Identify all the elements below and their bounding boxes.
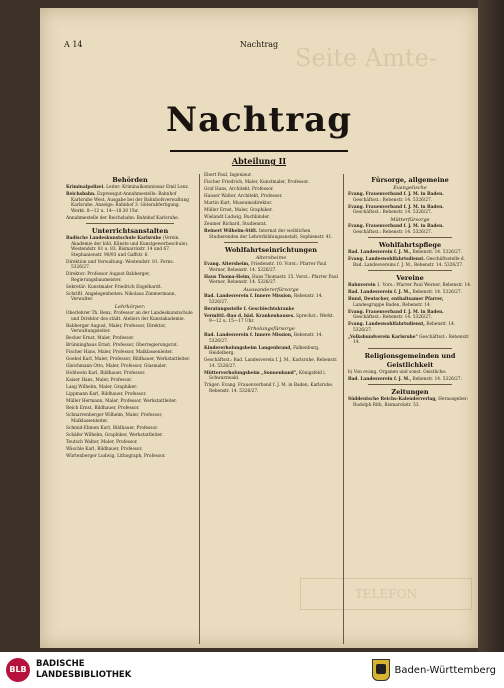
entry: Teutsch Walter, Maler, Professor. (66, 439, 138, 445)
entry (66, 236, 194, 258)
footer-bar (0, 652, 504, 688)
entry: Gleichmann Otto, Maler, Professor, Glasmaler. (66, 364, 167, 369)
entry: Ebert Paul, Ingenieur. (204, 173, 252, 178)
column-2 (204, 173, 338, 396)
entry: Oberlehrer Th. Benz, Professor an der Landeskunstschule und Direktor des städt. Ateliers der Kunstakademie. (66, 311, 193, 322)
entry (348, 397, 472, 408)
column-divider (199, 174, 200, 644)
entry (348, 310, 472, 321)
entry-text: Falkenburg, Heidelberg. (209, 345, 320, 356)
divider (86, 223, 174, 224)
entry: Hauser Walter, Architekt, Professor. (204, 194, 283, 199)
entry-text: Geschäftsst.: Rebenstr. 14. 5326/27. (353, 229, 433, 235)
entry-text: 1. Vors.: Pfarrer Paul Werner, Rebenstr. 14. (377, 283, 472, 288)
entry: Graf Hans, Architekt, Professor. (204, 187, 274, 192)
entry-text: Geschäftsstelle d. Bad. Landesvereins f. J. M., Rebenstr. 14. 5326/27. (353, 257, 465, 268)
entry: Martin Kurt, Museumsdirektor. (204, 201, 273, 206)
library-name-line1: BADISCHE (36, 659, 85, 669)
entry (204, 314, 338, 325)
entry-name: Bahnverein (348, 283, 376, 288)
entry (66, 192, 194, 214)
entry-text: (Verein. Akademie der bild. Künste und Kunstgewerbeschule). Westendstr. 81 u. 83, Bismarckstr. 14 und 67. Stephanienstr. 90/93 und Gaffstr. 6. (71, 236, 189, 258)
entry (348, 335, 472, 346)
section-heading: Behörden (112, 176, 148, 184)
entry-text: Rebenstr. 14. 5326/27. (209, 294, 323, 305)
entry-text: Landesgruppe Baden, Rebenstr. 14. (353, 302, 432, 308)
page-number: A 14 (64, 40, 83, 49)
entry: Beratungsstelle f. Geschlechtskranke (204, 306, 295, 312)
bleed-through-box: TELEFON (300, 578, 472, 610)
entry-text: Friedenstr. 10. Vorst.: Pfarrer Paul Werner, Rebenstr. 14. 5326/27. (209, 262, 327, 273)
section-heading: Zeitungen (391, 388, 429, 396)
entry: Schriftl. Angelegenheiten: Nikolaus Zimmermann, Verwalter. (66, 291, 176, 302)
subsection-heading: Lehrkörper: (114, 304, 146, 310)
entry-name: Reinert Wilhelm-Stift. (204, 229, 258, 234)
divider (368, 384, 452, 385)
entry-name: Haus Thoma-Heim, (204, 274, 251, 280)
subsection-heading: Erholungsfürsorge (247, 326, 295, 332)
entry: Sekretär: Kunstmaler Friedrich Engelhardt. (66, 284, 162, 290)
section-heading: Fürsorge, allgemeine (371, 176, 449, 184)
document-page (40, 8, 478, 648)
entry-name: Süddeutsche Reichs-Kalenderverlag, (348, 397, 437, 402)
entry: Lang Wilhelm, Maler, Graphiker. (66, 385, 138, 390)
section-heading: Religionsgemeinden und Geistlichkeit (364, 351, 456, 369)
entry (348, 290, 472, 296)
entry-text: Geschäftsst.: Rebenstr. 14. (353, 334, 470, 345)
entry-text: Rebenstr. 14. 5326/27. (209, 333, 323, 344)
entry: Becker Ernst, Maler, Professor. (66, 336, 135, 341)
entry (204, 229, 338, 240)
entry-name: Bund, Deutscher, enthaltsamer Pfarrer, (348, 297, 444, 302)
title-rule (170, 150, 348, 152)
entry (348, 250, 472, 256)
divider (368, 237, 452, 238)
book-binding (478, 0, 504, 652)
subsection-heading: Mütterfürsorge (390, 217, 430, 223)
entry-name: Evang. Frauenverband f. J. M. in Baden. (348, 204, 444, 210)
subsection-heading: Altersheime (255, 255, 287, 261)
divider (368, 348, 452, 349)
section-subtitle: Abteilung II (231, 156, 287, 166)
column-1 (66, 173, 194, 461)
entry-text: Leiter: Kriminalkommissar Emil Lenz. (106, 185, 190, 190)
state-name: Baden-Württemberg (394, 664, 496, 676)
section-heading: Unterrichtsanstalten (91, 227, 169, 235)
entry (348, 322, 472, 333)
entry: Zeumer Richard, Studienrat. (204, 222, 267, 227)
entry: Goebel Karl, Maler, Professor, Bildhauer, Werkstattleiter. (66, 357, 191, 362)
entry: Annahmestelle der Reichsbahn: Bahnhof Karlsruhe. (66, 215, 180, 221)
subsection-heading: Auswandererfürsorge (243, 287, 299, 293)
entry-name: Vermittl.-Bau d. bäd. Krankenhauses. (204, 313, 295, 319)
entry: Babberger August, Maler, Professor, Direktor, Verwaltungsleiter. (66, 323, 167, 334)
entry: Müller Hermann, Maler, Professor, Werkstattleiter. (66, 399, 178, 404)
coat-of-arms-icon (372, 659, 390, 681)
column-divider (343, 174, 344, 644)
entry-name: Kindererholungsheim Langenbrand, (204, 345, 292, 351)
entry-text: Rebenstr. 14. 5326/27. (353, 322, 456, 333)
entry (348, 205, 472, 216)
entry-name: Mütterverholungsheim „Sonnenhand", (204, 370, 298, 376)
entry (348, 283, 472, 289)
entry (348, 224, 472, 235)
entry-text: Geschäftsst.: Rebenstr. 14. 5326/27. (353, 210, 433, 215)
entry-name: „Volksbundverein Karlsruhe" (348, 334, 418, 340)
column-3 (348, 173, 472, 410)
section-heading: Wohlfahrtseinrichtungen (225, 246, 317, 254)
entry-name: Bad. Landesverein f. Innere Mission, (204, 294, 293, 299)
section-heading: Wohlfahrtspflege (378, 241, 442, 249)
entry (204, 333, 338, 344)
entry (348, 257, 472, 268)
entry-name: Kriminalpolizei. (66, 185, 105, 190)
entry: Schnarrenberger Wilhelm, Maler, Professor, Malklassenleiter. (66, 413, 163, 424)
entry: Träger: Evang. Frauenverband f. J. M. in Baden, Karlsruhe, Rebenstr. 14. 5326/27. (204, 383, 334, 394)
entry-name: Evang. Landeswohlfahrtsdienst, (348, 322, 425, 327)
entry: Direktor: Professor August Babberger, Regierungsbaumeister. (66, 272, 151, 283)
blb-logo-icon[interactable]: BLB (6, 658, 30, 682)
entry (204, 371, 338, 382)
entry-text: Geschäftsst.: Rebenstr. 14. 5326/27. (353, 197, 433, 203)
divider (368, 270, 452, 271)
entry-text: Herausgeber: Rudolph Rith, Bismarckstr. 53. (353, 397, 469, 408)
entry-text: Internat der weiblichen Studierenden der Lehrerbildungsanstalt, Sophienstr. 41. (209, 229, 333, 240)
entry: Direktion und Verwaltung: Westendstr. 81. Ferns. 5326/27. (66, 259, 174, 270)
entry-name: Evang. Frauenverband f. J. M. in Baden. (348, 192, 444, 197)
entry-text: Rebenstr. 14. 5326/27. (412, 250, 462, 255)
library-name (36, 659, 131, 681)
entry (348, 297, 472, 308)
bleed-through-text: Seite Amte- (295, 44, 437, 72)
entry: Fischer Friedrich, Maler, Kunstmaler, Professor. (204, 180, 309, 185)
subsection-heading: Evangelische (393, 185, 427, 191)
entry-name: Bad. Landesverein f. J. M., (348, 376, 412, 382)
entry: Kaiser Hans, Maler, Professor. (66, 378, 133, 383)
entry-name: Evang. Frauenverband f. J. M. in Baden. (348, 224, 444, 229)
entry: Geschäftsst.: Bad. Landesverein f. J. M., Karlsruhe, Rebenstr. 14. 5326/27. (204, 358, 338, 369)
entry (204, 262, 338, 273)
entry-name: Evang. Frauenverband f. J. M. in Baden. (348, 309, 444, 315)
entry: Fischer Hans, Maler, Professor, Malklassenleiter. (66, 350, 173, 355)
entry-text: Sprechst.: Werkt. 9—12 u. 15—17 Uhr. (209, 313, 334, 324)
entry-text: Königsfeld i. Schwarzwald. (209, 370, 327, 381)
entry (348, 192, 472, 203)
entry: Wäschle Karl, Bildhauer, Professor. (66, 446, 143, 452)
entry (204, 275, 338, 286)
entry: Lippmann Karl, Bildhauer, Professor. (66, 392, 147, 397)
entry-name: Reichsbahn. (66, 192, 96, 197)
entry (66, 185, 194, 191)
entry (204, 346, 338, 357)
entry: Würtenberger Ludwig, Lithograph, Professor. (66, 453, 166, 459)
entry: Müller Ernst, Maler, Graphiker. (204, 208, 273, 213)
entry: Hohlwein Karl, Bildhauer, Professor. (66, 371, 146, 376)
library-name-line2: LANDESBIBLIOTHEK (36, 670, 132, 680)
entry-name: Bad. Landesverein f. J. M., (348, 250, 412, 255)
running-title: Nachtrag (239, 40, 279, 49)
entry (204, 294, 338, 305)
entry: Schäfer Wilhelm, Graphiker, Werkstattleiter. (66, 432, 163, 438)
entry: Brünninghaus Ernst, Professor, Oberregierungsrat. (66, 343, 179, 348)
section-heading: Vereine (396, 274, 424, 282)
entry: b) Von evang. Organen und sonst. Geistliche: (348, 369, 447, 375)
divider (224, 242, 318, 243)
entry: Schmid-Ehmen Kurt, Bildhauer, Professor. (66, 425, 159, 431)
page-title: Nachtrag (166, 100, 352, 140)
entry-text: Expressgut-Annahmestelle: Bahnhof Karlsruhe West, Ausgabe bei der Bahnhofsverwaltung Karlsruhe, Anzeige: Bahnhof 3. Güterabfertigung. Werkt. 8—12 u. 14—18.30 Uhr. (71, 192, 190, 214)
entry-text: Geschäftsst.: Rebenstr. 14. 5326/27. (353, 315, 433, 320)
entry-name: Badische Landeskunstschule Karlsruhe (66, 236, 162, 241)
entry-name: Bad. Landesverein f. Innere Mission, (204, 333, 293, 338)
entry: Wielandt Ludwig, Buchbinder. (204, 215, 270, 220)
entry-name: Evang. Landeswohlfahrtsdienst. (348, 257, 425, 262)
entry-name: Evang. Altersheim, (204, 262, 250, 267)
state-logo[interactable] (372, 658, 496, 682)
entry-name: Bad. Landesverein f. J. M., (348, 290, 412, 295)
entry: Reich Ernst, Bildhauer, Professor. (66, 406, 140, 411)
entry-text: Hans Thomastr. 15. Vorst.: Pfarrer Paul Werner, Rebenstr. 14. 5326/27. (209, 274, 338, 285)
entry (348, 377, 472, 383)
entry-text: Rebenstr. 14. 5326/27. (412, 376, 462, 382)
entry-text: Rebenstr. 14. 5326/27. (412, 290, 462, 295)
